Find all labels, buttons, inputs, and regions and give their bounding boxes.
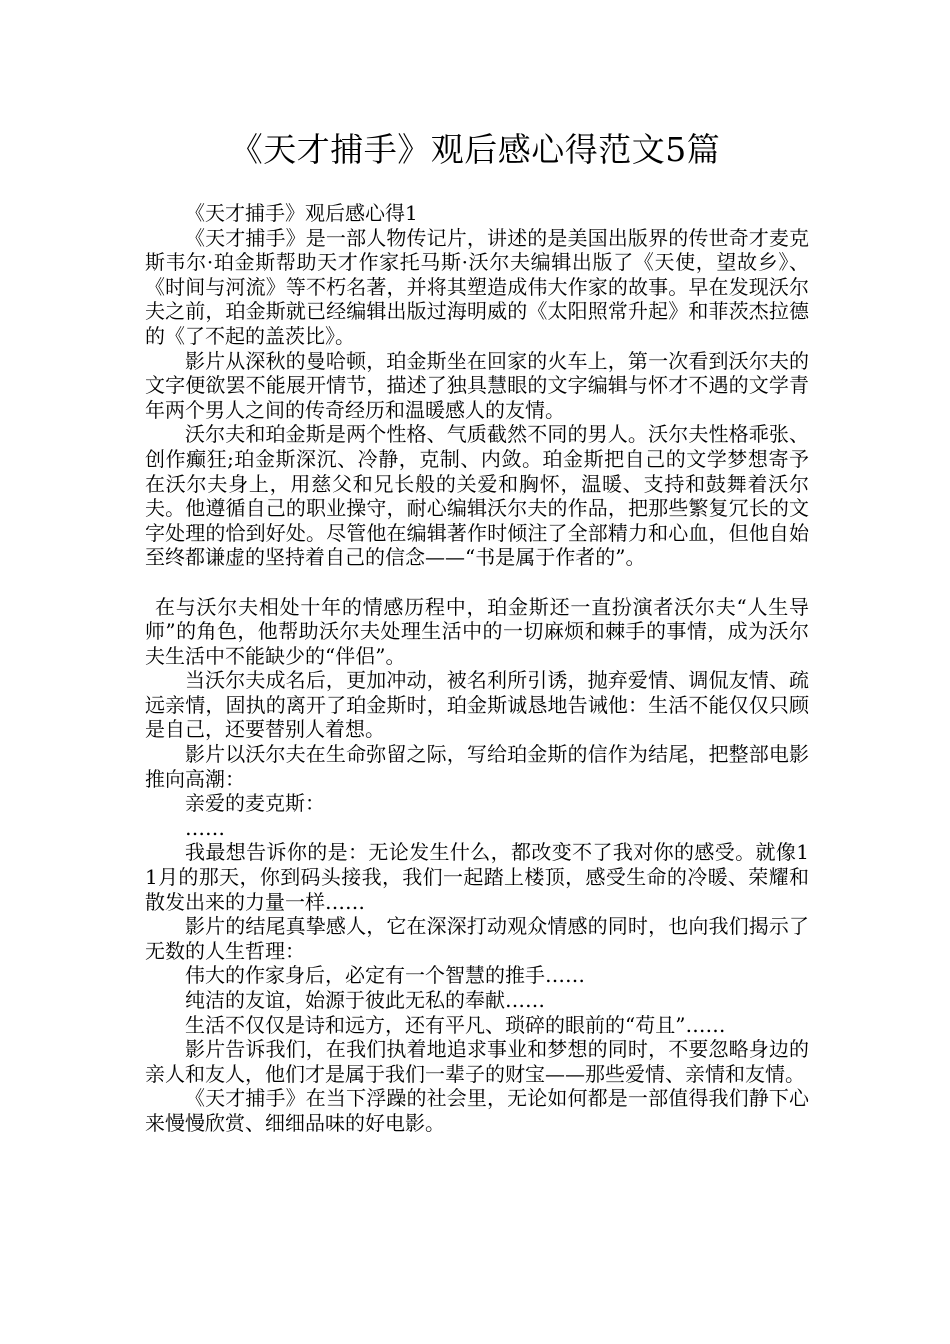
document-title: 《天才捕手》观后感心得范文5篇: [229, 130, 721, 169]
paragraph-mentor: 在与沃尔夫相处十年的情感历程中，珀金斯还一直扮演者沃尔夫“人生导师”的角色，他帮助沃尔夫处理生活中的一切麻烦和棘手的事情，成为沃尔夫生活中不能缺少的“伴侣”。: [145, 594, 809, 668]
paragraph-conclusion: 《天才捕手》在当下浮躁的社会里，无论如何都是一部值得我们静下心来慢慢欣赏、细细品味的好电影。: [145, 1086, 809, 1135]
paragraph-characters: 沃尔夫和珀金斯是两个性格、气质截然不同的男人。沃尔夫性格乖张、创作癫狂;珀金斯深沉、冷静，克制、内敛。珀金斯把自己的文学梦想寄予在沃尔夫身上，用慈父和兄长般的关爱和胸怀，温暖、支持和鼓舞着沃尔夫。他遵循自己的职业操守，耐心编辑沃尔夫的作品，把那些繁复冗长的文字处理的恰到好处。尽管他在编辑著作时倾注了全部精力和心血，但他自始至终都谦虚的坚持着自己的信念——“书是属于作者的”。: [145, 422, 809, 570]
paragraph-fame: 当沃尔夫成名后，更加冲动，被名利所引诱，抛弃爱情、调侃友情、疏远亲情，固执的离开了珀金斯时，珀金斯诚恳地告诫他：生活不能仅仅只顾是自己，还要替别人着想。: [145, 668, 809, 742]
paragraph-philosophy: 影片的结尾真挚感人，它在深深打动观众情感的同时，也向我们揭示了无数的人生哲理：: [145, 914, 809, 963]
paragraph-lesson: 影片告诉我们，在我们执着地追求事业和梦想的同时，不要忽略身边的亲人和友人，他们才是属于我们一辈子的财宝——那些爱情、亲情和友情。: [145, 1037, 809, 1086]
paragraph-opening-scene: 影片从深秋的曼哈顿，珀金斯坐在回家的火车上，第一次看到沃尔夫的文字便欲罢不能展开情节，描述了独具慧眼的文字编辑与怀才不遇的文学青年两个男人之间的传奇经历和温暖感人的友情。: [145, 348, 809, 422]
maxim-writer: 伟大的作家身后，必定有一个智慧的推手……: [185, 963, 585, 988]
letter-body: 我最想告诉你的是：无论发生什么，都改变不了我对你的感受。就像11月的那天，你到码头接我，我们一起踏上楼顶，感受生命的冷暖、荣耀和散发出来的力量一样……: [145, 840, 809, 914]
document-body: [145, 201, 809, 1136]
letter-ellipsis: ……: [185, 815, 225, 840]
paragraph-intro: 《天才捕手》是一部人物传记片，讲述的是美国出版界的传世奇才麦克斯韦尔·珀金斯帮助天才作家托马斯·沃尔夫编辑出版了《天使，望故乡》、《时间与河流》等不朽名著，并将其塑造成伟大作家的故事。早在发现沃尔夫之前，珀金斯就已经编辑出版过海明威的《太阳照常升起》和菲茨杰拉德的《了不起的盖茨比》。: [145, 225, 809, 348]
paragraph-ending-letter: 影片以沃尔夫在生命弥留之际，写给珀金斯的信作为结尾，把整部电影推向高潮：: [145, 742, 809, 791]
maxim-life: 生活不仅仅是诗和远方，还有平凡、琐碎的眼前的“苟且”……: [185, 1012, 726, 1037]
blank-line: [145, 570, 809, 595]
letter-salutation: 亲爱的麦克斯：: [185, 791, 325, 816]
section-heading: 《天才捕手》观后感心得1: [185, 201, 418, 225]
maxim-friendship: 纯洁的友谊，始源于彼此无私的奉献……: [185, 988, 545, 1012]
